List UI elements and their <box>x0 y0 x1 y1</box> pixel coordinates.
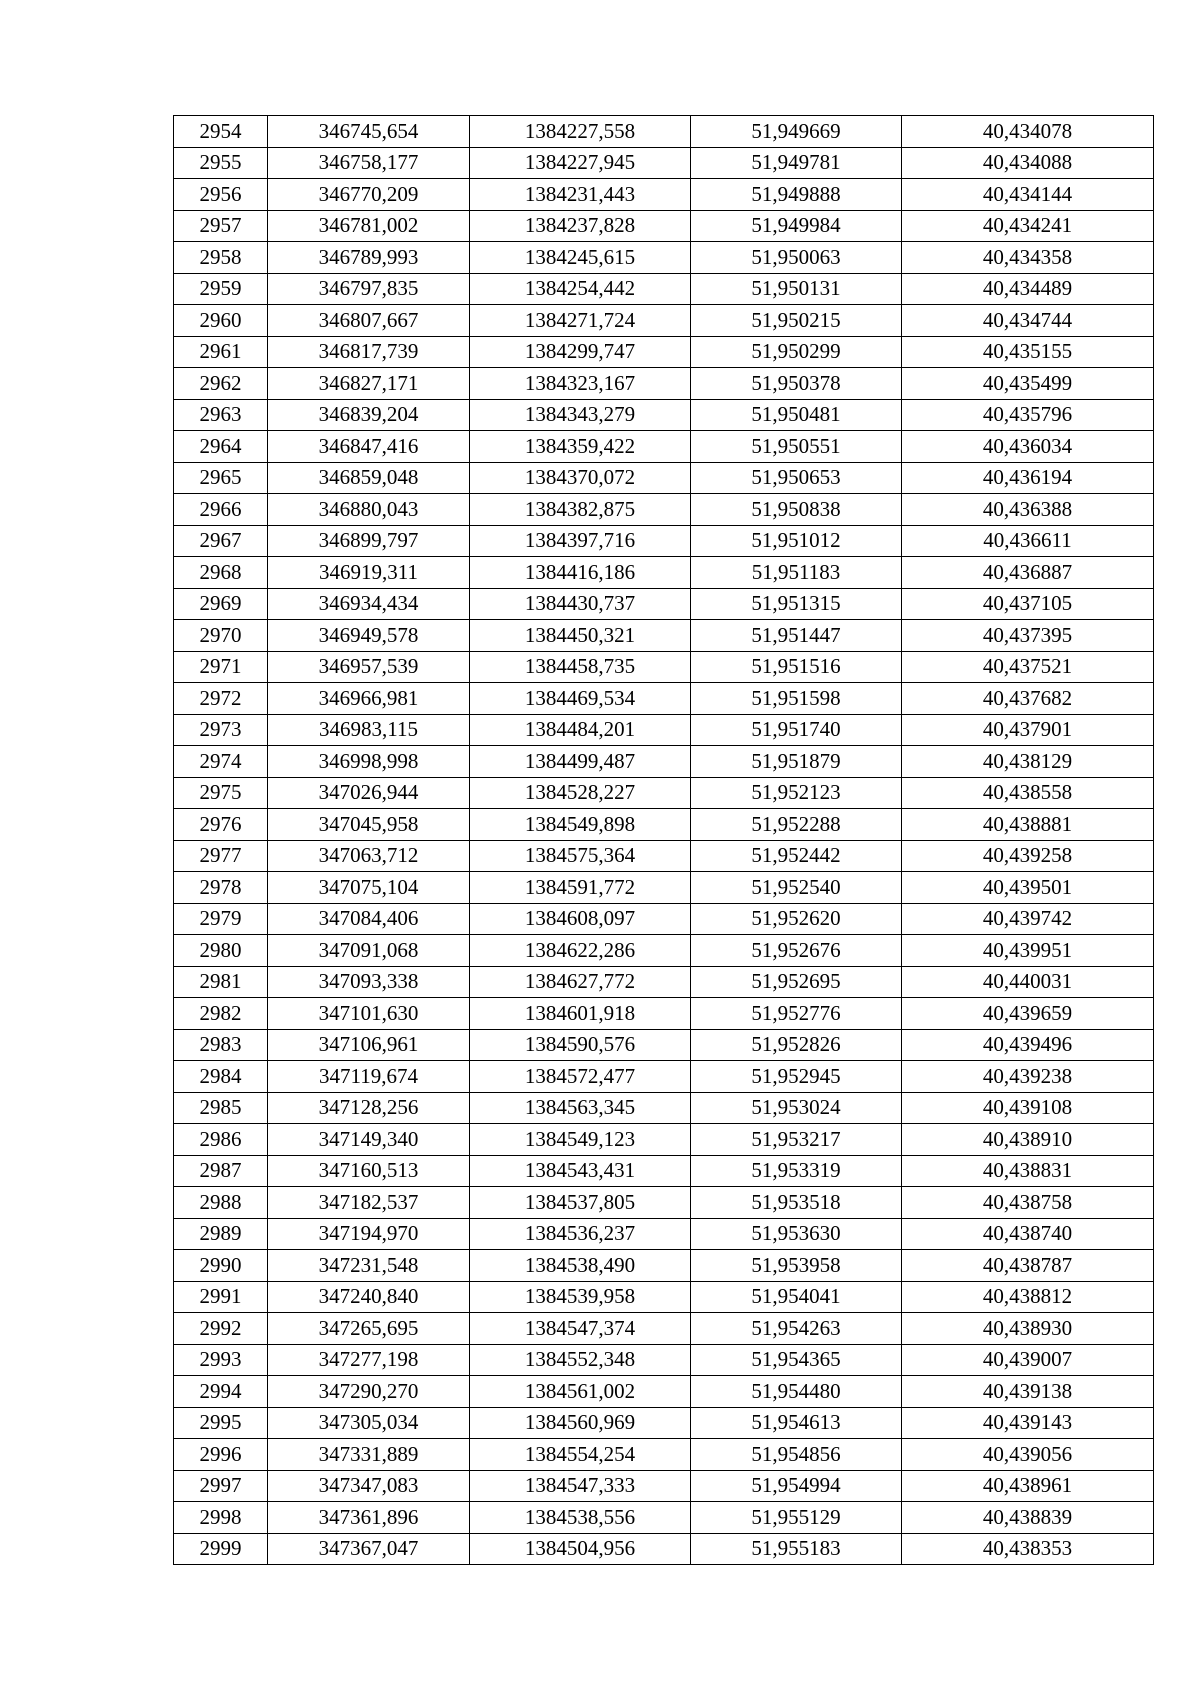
longitude-cell: 40,437901 <box>902 714 1154 746</box>
longitude-cell: 40,434144 <box>902 179 1154 211</box>
table-row <box>174 809 1154 841</box>
x-coordinate-cell: 347265,695 <box>268 1313 470 1345</box>
latitude-cell: 51,952695 <box>691 966 902 998</box>
y-coordinate-cell: 1384450,321 <box>470 620 691 652</box>
longitude-cell: 40,438961 <box>902 1470 1154 1502</box>
y-coordinate-cell: 1384359,422 <box>470 431 691 463</box>
longitude-cell: 40,438787 <box>902 1250 1154 1282</box>
y-coordinate-cell: 1384554,254 <box>470 1439 691 1471</box>
y-coordinate-cell: 1384538,556 <box>470 1502 691 1534</box>
x-coordinate-cell: 346998,998 <box>268 746 470 778</box>
x-coordinate-cell: 347290,270 <box>268 1376 470 1408</box>
point-number-cell: 2982 <box>174 998 268 1030</box>
point-number-cell: 2976 <box>174 809 268 841</box>
table-row <box>174 588 1154 620</box>
table-row <box>174 1061 1154 1093</box>
longitude-cell: 40,439258 <box>902 840 1154 872</box>
latitude-cell: 51,953518 <box>691 1187 902 1219</box>
point-number-cell: 2970 <box>174 620 268 652</box>
table-row <box>174 1470 1154 1502</box>
point-number-cell: 2986 <box>174 1124 268 1156</box>
y-coordinate-cell: 1384227,945 <box>470 147 691 179</box>
point-number-cell: 2957 <box>174 210 268 242</box>
point-number-cell: 2965 <box>174 462 268 494</box>
table-row <box>174 935 1154 967</box>
y-coordinate-cell: 1384627,772 <box>470 966 691 998</box>
y-coordinate-cell: 1384458,735 <box>470 651 691 683</box>
y-coordinate-cell: 1384549,898 <box>470 809 691 841</box>
table-row <box>174 651 1154 683</box>
longitude-cell: 40,434241 <box>902 210 1154 242</box>
x-coordinate-cell: 346919,311 <box>268 557 470 589</box>
y-coordinate-cell: 1384237,828 <box>470 210 691 242</box>
latitude-cell: 51,949984 <box>691 210 902 242</box>
x-coordinate-cell: 346966,981 <box>268 683 470 715</box>
x-coordinate-cell: 347305,034 <box>268 1407 470 1439</box>
longitude-cell: 40,439056 <box>902 1439 1154 1471</box>
table-row <box>174 462 1154 494</box>
point-number-cell: 2999 <box>174 1533 268 1565</box>
longitude-cell: 40,439138 <box>902 1376 1154 1408</box>
longitude-cell: 40,434489 <box>902 273 1154 305</box>
longitude-cell: 40,438930 <box>902 1313 1154 1345</box>
latitude-cell: 51,950063 <box>691 242 902 274</box>
latitude-cell: 51,954613 <box>691 1407 902 1439</box>
table-row <box>174 1029 1154 1061</box>
point-number-cell: 2966 <box>174 494 268 526</box>
longitude-cell: 40,434744 <box>902 305 1154 337</box>
latitude-cell: 51,952288 <box>691 809 902 841</box>
longitude-cell: 40,439143 <box>902 1407 1154 1439</box>
table-row <box>174 966 1154 998</box>
latitude-cell: 51,953958 <box>691 1250 902 1282</box>
latitude-cell: 51,951447 <box>691 620 902 652</box>
latitude-cell: 51,949669 <box>691 116 902 148</box>
x-coordinate-cell: 347093,338 <box>268 966 470 998</box>
x-coordinate-cell: 347194,970 <box>268 1218 470 1250</box>
longitude-cell: 40,439951 <box>902 935 1154 967</box>
y-coordinate-cell: 1384572,477 <box>470 1061 691 1093</box>
y-coordinate-cell: 1384575,364 <box>470 840 691 872</box>
x-coordinate-cell: 347026,944 <box>268 777 470 809</box>
longitude-cell: 40,436194 <box>902 462 1154 494</box>
y-coordinate-cell: 1384536,237 <box>470 1218 691 1250</box>
longitude-cell: 40,439238 <box>902 1061 1154 1093</box>
y-coordinate-cell: 1384552,348 <box>470 1344 691 1376</box>
y-coordinate-cell: 1384543,431 <box>470 1155 691 1187</box>
longitude-cell: 40,435796 <box>902 399 1154 431</box>
latitude-cell: 51,952442 <box>691 840 902 872</box>
table-row <box>174 399 1154 431</box>
longitude-cell: 40,434078 <box>902 116 1154 148</box>
x-coordinate-cell: 346758,177 <box>268 147 470 179</box>
latitude-cell: 51,952676 <box>691 935 902 967</box>
x-coordinate-cell: 346899,797 <box>268 525 470 557</box>
table-row <box>174 1313 1154 1345</box>
table-row <box>174 683 1154 715</box>
x-coordinate-cell: 347091,068 <box>268 935 470 967</box>
table-row <box>174 336 1154 368</box>
x-coordinate-cell: 347063,712 <box>268 840 470 872</box>
x-coordinate-cell: 347106,961 <box>268 1029 470 1061</box>
x-coordinate-cell: 346817,739 <box>268 336 470 368</box>
x-coordinate-cell: 347367,047 <box>268 1533 470 1565</box>
latitude-cell: 51,949888 <box>691 179 902 211</box>
latitude-cell: 51,950215 <box>691 305 902 337</box>
table-row <box>174 1124 1154 1156</box>
latitude-cell: 51,952123 <box>691 777 902 809</box>
point-number-cell: 2996 <box>174 1439 268 1471</box>
longitude-cell: 40,438881 <box>902 809 1154 841</box>
x-coordinate-cell: 347182,537 <box>268 1187 470 1219</box>
latitude-cell: 51,952620 <box>691 903 902 935</box>
table-row <box>174 525 1154 557</box>
latitude-cell: 51,955129 <box>691 1502 902 1534</box>
x-coordinate-cell: 347045,958 <box>268 809 470 841</box>
table-row <box>174 210 1154 242</box>
y-coordinate-cell: 1384591,772 <box>470 872 691 904</box>
longitude-cell: 40,439108 <box>902 1092 1154 1124</box>
x-coordinate-cell: 347084,406 <box>268 903 470 935</box>
latitude-cell: 51,951879 <box>691 746 902 778</box>
point-number-cell: 2989 <box>174 1218 268 1250</box>
point-number-cell: 2987 <box>174 1155 268 1187</box>
point-number-cell: 2994 <box>174 1376 268 1408</box>
x-coordinate-cell: 347149,340 <box>268 1124 470 1156</box>
table-row <box>174 1281 1154 1313</box>
table-row <box>174 998 1154 1030</box>
point-number-cell: 2983 <box>174 1029 268 1061</box>
latitude-cell: 51,950551 <box>691 431 902 463</box>
point-number-cell: 2954 <box>174 116 268 148</box>
x-coordinate-cell: 347231,548 <box>268 1250 470 1282</box>
table-row <box>174 903 1154 935</box>
latitude-cell: 51,952540 <box>691 872 902 904</box>
point-number-cell: 2978 <box>174 872 268 904</box>
latitude-cell: 51,954856 <box>691 1439 902 1471</box>
longitude-cell: 40,436388 <box>902 494 1154 526</box>
point-number-cell: 2973 <box>174 714 268 746</box>
longitude-cell: 40,438812 <box>902 1281 1154 1313</box>
latitude-cell: 51,954365 <box>691 1344 902 1376</box>
table-row <box>174 368 1154 400</box>
x-coordinate-cell: 347128,256 <box>268 1092 470 1124</box>
point-number-cell: 2971 <box>174 651 268 683</box>
latitude-cell: 51,954994 <box>691 1470 902 1502</box>
point-number-cell: 2980 <box>174 935 268 967</box>
latitude-cell: 51,950838 <box>691 494 902 526</box>
latitude-cell: 51,953024 <box>691 1092 902 1124</box>
point-number-cell: 2962 <box>174 368 268 400</box>
table-row <box>174 620 1154 652</box>
y-coordinate-cell: 1384227,558 <box>470 116 691 148</box>
longitude-cell: 40,437105 <box>902 588 1154 620</box>
longitude-cell: 40,437395 <box>902 620 1154 652</box>
y-coordinate-cell: 1384601,918 <box>470 998 691 1030</box>
x-coordinate-cell: 346880,043 <box>268 494 470 526</box>
latitude-cell: 51,953319 <box>691 1155 902 1187</box>
latitude-cell: 51,952776 <box>691 998 902 1030</box>
x-coordinate-cell: 346807,667 <box>268 305 470 337</box>
longitude-cell: 40,437682 <box>902 683 1154 715</box>
longitude-cell: 40,439659 <box>902 998 1154 1030</box>
table-row <box>174 116 1154 148</box>
point-number-cell: 2958 <box>174 242 268 274</box>
x-coordinate-cell: 346934,434 <box>268 588 470 620</box>
longitude-cell: 40,436034 <box>902 431 1154 463</box>
point-number-cell: 2992 <box>174 1313 268 1345</box>
latitude-cell: 51,951740 <box>691 714 902 746</box>
table-row <box>174 1533 1154 1565</box>
latitude-cell: 51,950481 <box>691 399 902 431</box>
point-number-cell: 2961 <box>174 336 268 368</box>
longitude-cell: 40,436887 <box>902 557 1154 589</box>
longitude-cell: 40,435155 <box>902 336 1154 368</box>
longitude-cell: 40,438740 <box>902 1218 1154 1250</box>
latitude-cell: 51,950653 <box>691 462 902 494</box>
x-coordinate-cell: 347101,630 <box>268 998 470 1030</box>
latitude-cell: 51,951598 <box>691 683 902 715</box>
y-coordinate-cell: 1384563,345 <box>470 1092 691 1124</box>
table-row <box>174 1218 1154 1250</box>
point-number-cell: 2956 <box>174 179 268 211</box>
latitude-cell: 51,949781 <box>691 147 902 179</box>
x-coordinate-cell: 346827,171 <box>268 368 470 400</box>
y-coordinate-cell: 1384622,286 <box>470 935 691 967</box>
y-coordinate-cell: 1384416,186 <box>470 557 691 589</box>
longitude-cell: 40,439496 <box>902 1029 1154 1061</box>
x-coordinate-cell: 347347,083 <box>268 1470 470 1502</box>
latitude-cell: 51,953217 <box>691 1124 902 1156</box>
x-coordinate-cell: 347075,104 <box>268 872 470 904</box>
y-coordinate-cell: 1384561,002 <box>470 1376 691 1408</box>
latitude-cell: 51,950299 <box>691 336 902 368</box>
y-coordinate-cell: 1384538,490 <box>470 1250 691 1282</box>
point-number-cell: 2995 <box>174 1407 268 1439</box>
longitude-cell: 40,434358 <box>902 242 1154 274</box>
longitude-cell: 40,438558 <box>902 777 1154 809</box>
y-coordinate-cell: 1384382,875 <box>470 494 691 526</box>
point-number-cell: 2967 <box>174 525 268 557</box>
table-row <box>174 1439 1154 1471</box>
longitude-cell: 40,434088 <box>902 147 1154 179</box>
y-coordinate-cell: 1384539,958 <box>470 1281 691 1313</box>
x-coordinate-cell: 347277,198 <box>268 1344 470 1376</box>
point-number-cell: 2998 <box>174 1502 268 1534</box>
longitude-cell: 40,438758 <box>902 1187 1154 1219</box>
x-coordinate-cell: 346847,416 <box>268 431 470 463</box>
table-row <box>174 1092 1154 1124</box>
table-row <box>174 1187 1154 1219</box>
point-number-cell: 2979 <box>174 903 268 935</box>
longitude-cell: 40,438129 <box>902 746 1154 778</box>
latitude-cell: 51,953630 <box>691 1218 902 1250</box>
x-coordinate-cell: 346839,204 <box>268 399 470 431</box>
longitude-cell: 40,436611 <box>902 525 1154 557</box>
point-number-cell: 2959 <box>174 273 268 305</box>
y-coordinate-cell: 1384549,123 <box>470 1124 691 1156</box>
table-row <box>174 1376 1154 1408</box>
y-coordinate-cell: 1384271,724 <box>470 305 691 337</box>
x-coordinate-cell: 346781,002 <box>268 210 470 242</box>
point-number-cell: 2988 <box>174 1187 268 1219</box>
point-number-cell: 2991 <box>174 1281 268 1313</box>
longitude-cell: 40,435499 <box>902 368 1154 400</box>
y-coordinate-cell: 1384370,072 <box>470 462 691 494</box>
table-row <box>174 242 1154 274</box>
point-number-cell: 2997 <box>174 1470 268 1502</box>
y-coordinate-cell: 1384537,805 <box>470 1187 691 1219</box>
latitude-cell: 51,954263 <box>691 1313 902 1345</box>
y-coordinate-cell: 1384547,333 <box>470 1470 691 1502</box>
latitude-cell: 51,950131 <box>691 273 902 305</box>
point-number-cell: 2960 <box>174 305 268 337</box>
table-row <box>174 494 1154 526</box>
table-row <box>174 305 1154 337</box>
latitude-cell: 51,951012 <box>691 525 902 557</box>
point-number-cell: 2972 <box>174 683 268 715</box>
table-row <box>174 273 1154 305</box>
table-row <box>174 1250 1154 1282</box>
x-coordinate-cell: 346949,578 <box>268 620 470 652</box>
longitude-cell: 40,439742 <box>902 903 1154 935</box>
table-row <box>174 147 1154 179</box>
table-row <box>174 1155 1154 1187</box>
y-coordinate-cell: 1384231,443 <box>470 179 691 211</box>
y-coordinate-cell: 1384504,956 <box>470 1533 691 1565</box>
y-coordinate-cell: 1384254,442 <box>470 273 691 305</box>
x-coordinate-cell: 346983,115 <box>268 714 470 746</box>
coordinates-table <box>173 115 1154 1565</box>
y-coordinate-cell: 1384469,534 <box>470 683 691 715</box>
longitude-cell: 40,437521 <box>902 651 1154 683</box>
x-coordinate-cell: 346770,209 <box>268 179 470 211</box>
y-coordinate-cell: 1384397,716 <box>470 525 691 557</box>
y-coordinate-cell: 1384299,747 <box>470 336 691 368</box>
point-number-cell: 2964 <box>174 431 268 463</box>
x-coordinate-cell: 346957,539 <box>268 651 470 683</box>
table-row <box>174 1407 1154 1439</box>
table-row <box>174 777 1154 809</box>
latitude-cell: 51,951516 <box>691 651 902 683</box>
table-row <box>174 840 1154 872</box>
longitude-cell: 40,438831 <box>902 1155 1154 1187</box>
y-coordinate-cell: 1384560,969 <box>470 1407 691 1439</box>
point-number-cell: 2990 <box>174 1250 268 1282</box>
table-row <box>174 1502 1154 1534</box>
latitude-cell: 51,954480 <box>691 1376 902 1408</box>
y-coordinate-cell: 1384430,737 <box>470 588 691 620</box>
y-coordinate-cell: 1384323,167 <box>470 368 691 400</box>
y-coordinate-cell: 1384499,487 <box>470 746 691 778</box>
table-row <box>174 179 1154 211</box>
latitude-cell: 51,952945 <box>691 1061 902 1093</box>
y-coordinate-cell: 1384245,615 <box>470 242 691 274</box>
x-coordinate-cell: 347160,513 <box>268 1155 470 1187</box>
latitude-cell: 51,950378 <box>691 368 902 400</box>
latitude-cell: 51,954041 <box>691 1281 902 1313</box>
longitude-cell: 40,440031 <box>902 966 1154 998</box>
latitude-cell: 51,951183 <box>691 557 902 589</box>
point-number-cell: 2985 <box>174 1092 268 1124</box>
x-coordinate-cell: 346859,048 <box>268 462 470 494</box>
y-coordinate-cell: 1384484,201 <box>470 714 691 746</box>
longitude-cell: 40,438353 <box>902 1533 1154 1565</box>
x-coordinate-cell: 346745,654 <box>268 116 470 148</box>
y-coordinate-cell: 1384547,374 <box>470 1313 691 1345</box>
point-number-cell: 2981 <box>174 966 268 998</box>
table-row <box>174 746 1154 778</box>
point-number-cell: 2977 <box>174 840 268 872</box>
point-number-cell: 2984 <box>174 1061 268 1093</box>
y-coordinate-cell: 1384343,279 <box>470 399 691 431</box>
point-number-cell: 2975 <box>174 777 268 809</box>
coordinates-table-body <box>174 116 1154 1565</box>
point-number-cell: 2963 <box>174 399 268 431</box>
longitude-cell: 40,438839 <box>902 1502 1154 1534</box>
longitude-cell: 40,439501 <box>902 872 1154 904</box>
y-coordinate-cell: 1384590,576 <box>470 1029 691 1061</box>
latitude-cell: 51,951315 <box>691 588 902 620</box>
x-coordinate-cell: 346797,835 <box>268 273 470 305</box>
y-coordinate-cell: 1384608,097 <box>470 903 691 935</box>
x-coordinate-cell: 347119,674 <box>268 1061 470 1093</box>
longitude-cell: 40,438910 <box>902 1124 1154 1156</box>
x-coordinate-cell: 346789,993 <box>268 242 470 274</box>
x-coordinate-cell: 347240,840 <box>268 1281 470 1313</box>
latitude-cell: 51,955183 <box>691 1533 902 1565</box>
point-number-cell: 2993 <box>174 1344 268 1376</box>
x-coordinate-cell: 347331,889 <box>268 1439 470 1471</box>
table-row <box>174 431 1154 463</box>
longitude-cell: 40,439007 <box>902 1344 1154 1376</box>
x-coordinate-cell: 347361,896 <box>268 1502 470 1534</box>
table-row <box>174 1344 1154 1376</box>
point-number-cell: 2955 <box>174 147 268 179</box>
table-row <box>174 557 1154 589</box>
point-number-cell: 2969 <box>174 588 268 620</box>
table-row <box>174 714 1154 746</box>
y-coordinate-cell: 1384528,227 <box>470 777 691 809</box>
point-number-cell: 2974 <box>174 746 268 778</box>
table-row <box>174 872 1154 904</box>
latitude-cell: 51,952826 <box>691 1029 902 1061</box>
point-number-cell: 2968 <box>174 557 268 589</box>
